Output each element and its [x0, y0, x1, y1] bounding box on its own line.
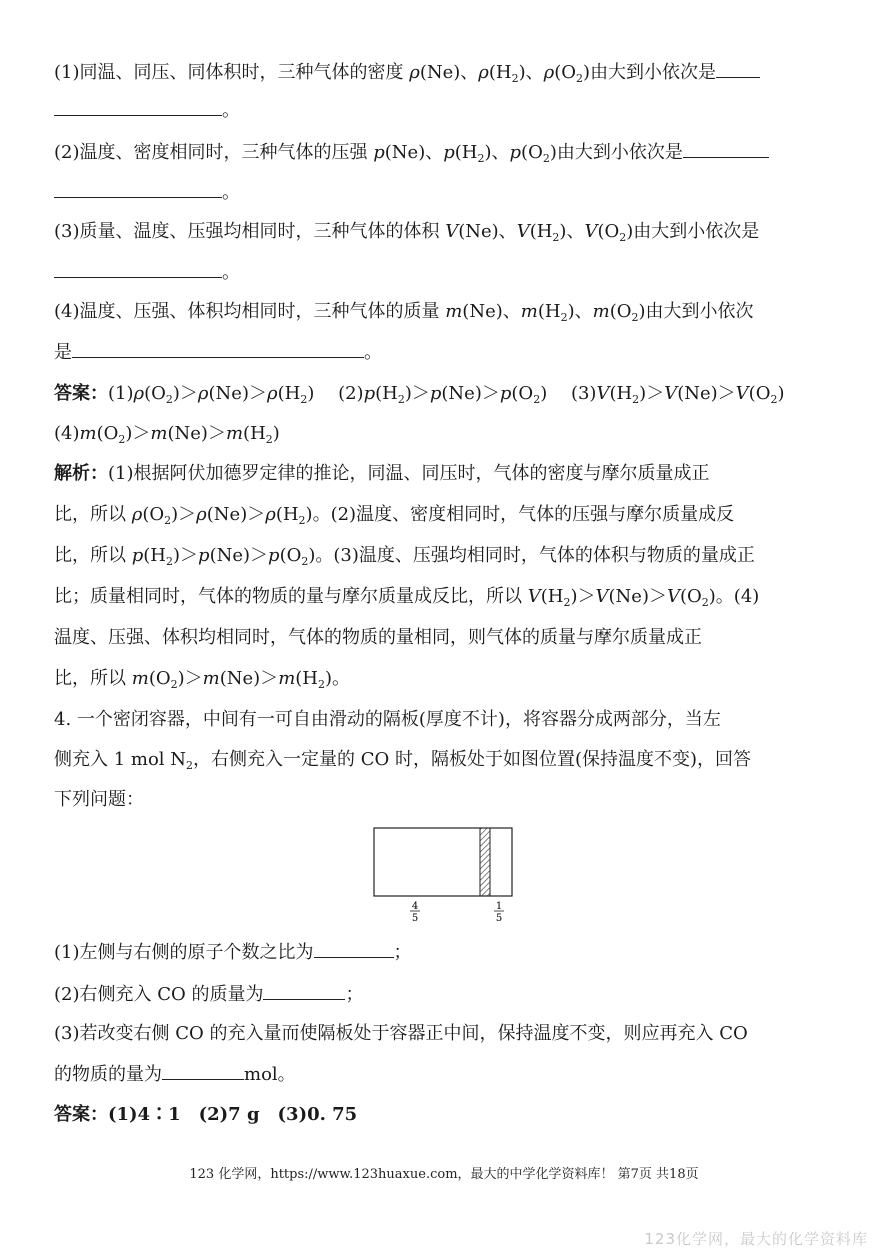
left-fraction-num: 4 — [411, 901, 419, 912]
answer-blank[interactable] — [72, 340, 364, 358]
analysis-line-6: 比，所以 $m(O_2)>m(Ne)>m(H_2)$。 — [54, 668, 351, 691]
right-fraction-num: 1 — [495, 901, 503, 912]
right-fraction-den: 5 — [495, 913, 503, 924]
answer-line-2: $(4)m(O_2)>m(Ne)>m(H_2)$ — [54, 423, 280, 446]
question-2-cont: 。 — [54, 180, 240, 205]
answer-line-1: 答案：$(1)\rho(O_2)>\rho(Ne)>\rho(H_2)$ $(2)p(H_2)>p(Ne)>p(O_2)$ $(3)V(H_2)>V(Ne)>V(O_2)$ — [54, 383, 785, 406]
q4-line-1: 4. 一个密闭容器，中间有一可自由滑动的隔板(厚度不计)，将容器分成两部分，当左 — [54, 709, 721, 730]
question-3-cont: 。 — [54, 260, 240, 285]
page-footer: 123 化学网，https://www.123huaxue.com，最大的中学化学资料库！ 第7页 共18页 — [189, 1167, 699, 1182]
watermark: 123化学网，最大的化学资料库 — [644, 1230, 868, 1248]
analysis-line-5: 温度、压强、体积均相同时，气体的物质的量相同，则气体的质量与摩尔质量成正 — [54, 627, 702, 648]
analysis-line-4: 比；质量相同时，气体的物质的量与摩尔质量成反比，所以 $V(H_2)>V(Ne)>V(O_2)$。(4) — [54, 586, 760, 609]
question-1: (1)同温、同压、同体积时，三种气体的密度 ρ(Ne)、$\rho(H_2)$、$\rho(O_2)$由大到小依次是 — [54, 60, 760, 91]
answer-blank[interactable] — [54, 260, 222, 278]
q4-sub-3: (3)若改变右侧 CO 的充入量而使隔板处于容器正中间，保持温度不变，则应再充入 CO — [54, 1023, 748, 1044]
answer-blank[interactable] — [314, 940, 394, 958]
question-4-cont: 是 。 — [54, 342, 382, 363]
q4-sub-1: (1)左侧与右侧的原子个数之比为 ； — [54, 942, 412, 963]
answer-blank[interactable] — [683, 140, 769, 158]
analysis-line-2: 比，所以 $\rho(O_2)>\rho(Ne)>\rho(H_2)$。(2)温度、密度相同时，气体的压强与摩尔质量成反 — [54, 504, 735, 527]
analysis-line-1: 解析：(1)根据阿伏加德罗定律的推论，同温、同压时，气体的密度与摩尔质量成正 — [54, 463, 710, 484]
question-3: (3)质量、温度、压强均相同时，三种气体的体积 V(Ne)、$V(H_2)$、$V(O_2)$由大到小依次是 — [54, 221, 760, 244]
q4-sub-2: (2)右侧充入 CO 的质量为 ； — [54, 984, 364, 1005]
container-diagram — [370, 826, 520, 926]
answer-blank[interactable] — [162, 1062, 244, 1080]
container-box — [374, 828, 512, 896]
question-2: (2)温度、密度相同时，三种气体的压强 p(Ne)、$p(H_2)$、$p(O_2)$由大到小依次是 — [54, 140, 769, 171]
q4-sub-3-cont: 的物质的量为 mol。 — [54, 1064, 296, 1085]
left-fraction-den: 5 — [411, 913, 419, 924]
partition — [480, 828, 490, 896]
question-4: (4)温度、压强、体积均相同时，三种气体的质量 m(Ne)、$m(H_2)$、$m(O_2)$由大到小依次 — [54, 301, 754, 324]
answer-blank[interactable] — [54, 98, 222, 116]
question-1-cont: 。 — [54, 98, 240, 123]
q4-line-3: 下列问题： — [54, 789, 144, 810]
q4-answer: 答案：(1)4∶1 (2)7 g (3)0. 75 — [54, 1104, 358, 1125]
analysis-line-3: 比，所以 $p(H_2)>p(Ne)>p(O_2)$。(3)温度、压强均相同时，气体的体积与物质的量成正 — [54, 545, 755, 568]
answer-blank[interactable] — [263, 982, 345, 1000]
answer-blank[interactable] — [716, 60, 760, 78]
q4-line-2: 侧充入 1 mol $N_2$，右侧充入一定量的 CO 时，隔板处于如图位置(保持温度不变)，回答 — [54, 749, 752, 772]
answer-blank[interactable] — [54, 180, 222, 198]
